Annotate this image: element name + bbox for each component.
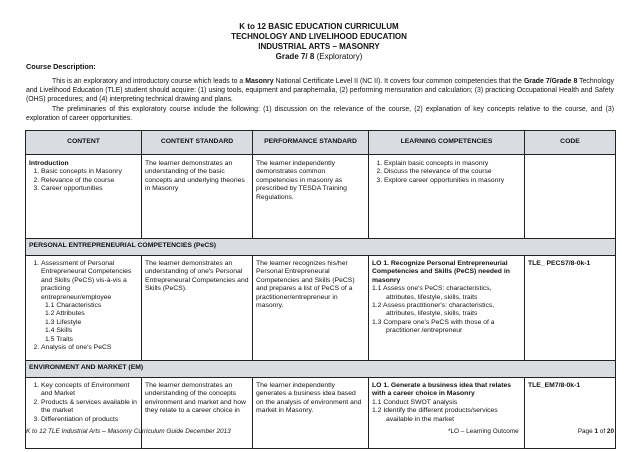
code-cell: TLE_EM7/8-0k-1 <box>525 378 616 449</box>
page-num: 1 <box>594 428 598 435</box>
list-item: 2. Products & services available in the market <box>41 399 138 416</box>
intro-title: Introduction <box>29 160 69 167</box>
list-item: 3. Career opportunities <box>41 185 138 193</box>
grade-label: Grade 7/ 8 <box>275 52 315 61</box>
list-item: 1. Explain basic concepts in masonry <box>384 160 521 168</box>
performance-standard-cell: The learner recognizes his/her Personal Entrepreneural Competencies and Skills (PeCS) and prepares a list of PeCS of a practitioner/entrepreneur in masonry. <box>253 256 369 361</box>
footer-page-number <box>578 428 614 435</box>
header-line-1: K to 12 BASIC EDUCATION CURRICULUM <box>239 22 399 31</box>
header-performance-standard: PERFORMANCE STANDARD <box>253 131 369 155</box>
code-cell: TLE_ PECS7/8-0k-1 <box>525 256 616 361</box>
performance-standard-cell: The learner independently generates a business idea based on the analysis of environment and market in Masonry. <box>253 378 369 449</box>
section-title: ENVIRONMENT AND MARKET (EM) <box>26 361 616 378</box>
section-title: PERSONAL ENTREPRENEURIAL COMPETENCIES (PeCS) <box>26 239 616 256</box>
desc-text: This is an exploratory and introductory course which leads to a <box>52 78 246 85</box>
content-cell <box>26 155 142 239</box>
course-description-label: Course Description: <box>26 62 96 71</box>
list-item: 1. Basic concepts in Masonry <box>41 168 138 176</box>
learning-outcome-item: 1.2 Assess practitioner's: characteristics, attributes, lifestyle, skills, traits <box>372 302 495 318</box>
list-item-text: Assessment of Personal Entrepreneural Competencies and Skills (PeCS) vis-à-vis a practicing entrepreneur/employee <box>41 260 132 301</box>
list-item: 2. Discuss the relevance of the course <box>384 168 521 176</box>
page-of: of <box>598 428 607 435</box>
desc-text: The preliminaries of this exploratory course include the following: (1) discussion on the relevance of the course, (2) explanation of key concepts relative to the course, and (3) exploration of career opportunities. <box>26 106 614 123</box>
course-description-paragraph-1 <box>26 77 614 105</box>
list-item <box>41 260 138 344</box>
learning-outcome-item: 1.2 Identify the different products/services available in the market <box>372 407 498 423</box>
footer-lo-note: *LO – Learning Outcome <box>448 428 519 435</box>
page-total: 20 <box>606 428 614 435</box>
list-item: 1. Key concepts of Environment and Market <box>41 382 138 399</box>
sublist-item: 1.1 Characteristics <box>45 302 102 310</box>
list-item: 3. Explore career opportunities in masonry <box>384 177 521 185</box>
list-item: 3. Differentiation of products <box>41 416 138 424</box>
desc-text: National Certificate Level II (NC II). It covers four common competencies that the <box>273 78 524 85</box>
header-line-2: TECHNOLOGY AND LIVELIHOOD EDUCATION <box>231 32 407 41</box>
sublist-item: 1.4 Skills <box>45 327 73 335</box>
table-row <box>26 155 616 239</box>
competencies-cell <box>369 378 525 449</box>
desc-bold: Masonry <box>245 78 274 85</box>
content-cell <box>26 378 142 449</box>
curriculum-table <box>25 130 616 449</box>
code-cell <box>525 155 616 239</box>
header-line-3: INDUSTRIAL ARTS – MASONRY <box>258 42 380 51</box>
footer-document-title: K to 12 TLE Industrial Arts – Masonry Curriculum Guide December 2013 <box>26 428 231 435</box>
header-line-4 <box>0 52 638 62</box>
competencies-cell <box>369 256 525 361</box>
section-row-em <box>26 361 616 378</box>
header-content: CONTENT <box>26 131 142 155</box>
list-item: 2. Analysis of one's PeCS <box>41 344 138 352</box>
content-standard-cell: The learner demonstrates an understanding of one's Personal Entrepreneural Competencies and Skills (PeCS). <box>142 256 253 361</box>
performance-standard-cell: The learner independently demonstrates common competencies in masonry as prescribed by TESDA Training Regulations. <box>253 155 369 239</box>
competencies-cell <box>369 155 525 239</box>
learning-outcome-item: 1.1 Conduct SWOT analysis <box>372 398 458 406</box>
content-standard-cell: The learner demonstrates an understanding of the concepts environment and market and how they relate to a career choice in <box>142 378 253 449</box>
sublist-item: 1.5 Traits <box>45 335 73 343</box>
content-standard-cell: The learner demonstrates an understanding of the basic concepts and underlying theories in Masonry <box>142 155 253 239</box>
learning-outcome-title: LO 1. Generate a business idea that relates with a career choice in Masonry <box>372 382 512 398</box>
header-content-standard: CONTENT STANDARD <box>142 131 253 155</box>
document-header <box>0 22 638 62</box>
desc-bold: Grade 7/Grade 8 <box>523 78 578 85</box>
table-header-row <box>26 131 616 155</box>
header-code: CODE <box>525 131 616 155</box>
list-item: 2. Relevance of the course <box>41 177 138 185</box>
section-row-pecs <box>26 239 616 256</box>
learning-outcome-title: LO 1. Recognize Personal Entrepreneurial Competencies and Skills (PeCS) needed in masonry <box>372 260 510 284</box>
desc-text: Technology and Livelihood Education (TLE) student should acquire: (1) using tools, equipment and paraphernalia, (2) performing mensuration and calculation; (3) practicing Occupational Health and Safety (OHS) procedures; and (4) interpreting technical drawing and plans. <box>26 78 614 104</box>
course-description-paragraph-2 <box>26 105 614 123</box>
content-cell <box>26 256 142 361</box>
sublist-item: 1.3 Lifestyle <box>45 318 82 326</box>
grade-sublabel: (Exploratory) <box>316 52 363 61</box>
page-prefix: Page <box>577 428 595 435</box>
table-row <box>26 378 616 449</box>
learning-outcome-item: 1.1 Assess one's PeCS: characteristics, attributes, lifestyle, skills, traits <box>372 285 492 301</box>
sublist-item: 1.2 Attributes <box>45 310 85 318</box>
header-learning-competencies: LEARNING COMPETENCIES <box>369 131 525 155</box>
table-row <box>26 256 616 361</box>
learning-outcome-item: 1.3 Compare one's PeCS with those of a practitioner /entrepreneur <box>372 318 495 335</box>
